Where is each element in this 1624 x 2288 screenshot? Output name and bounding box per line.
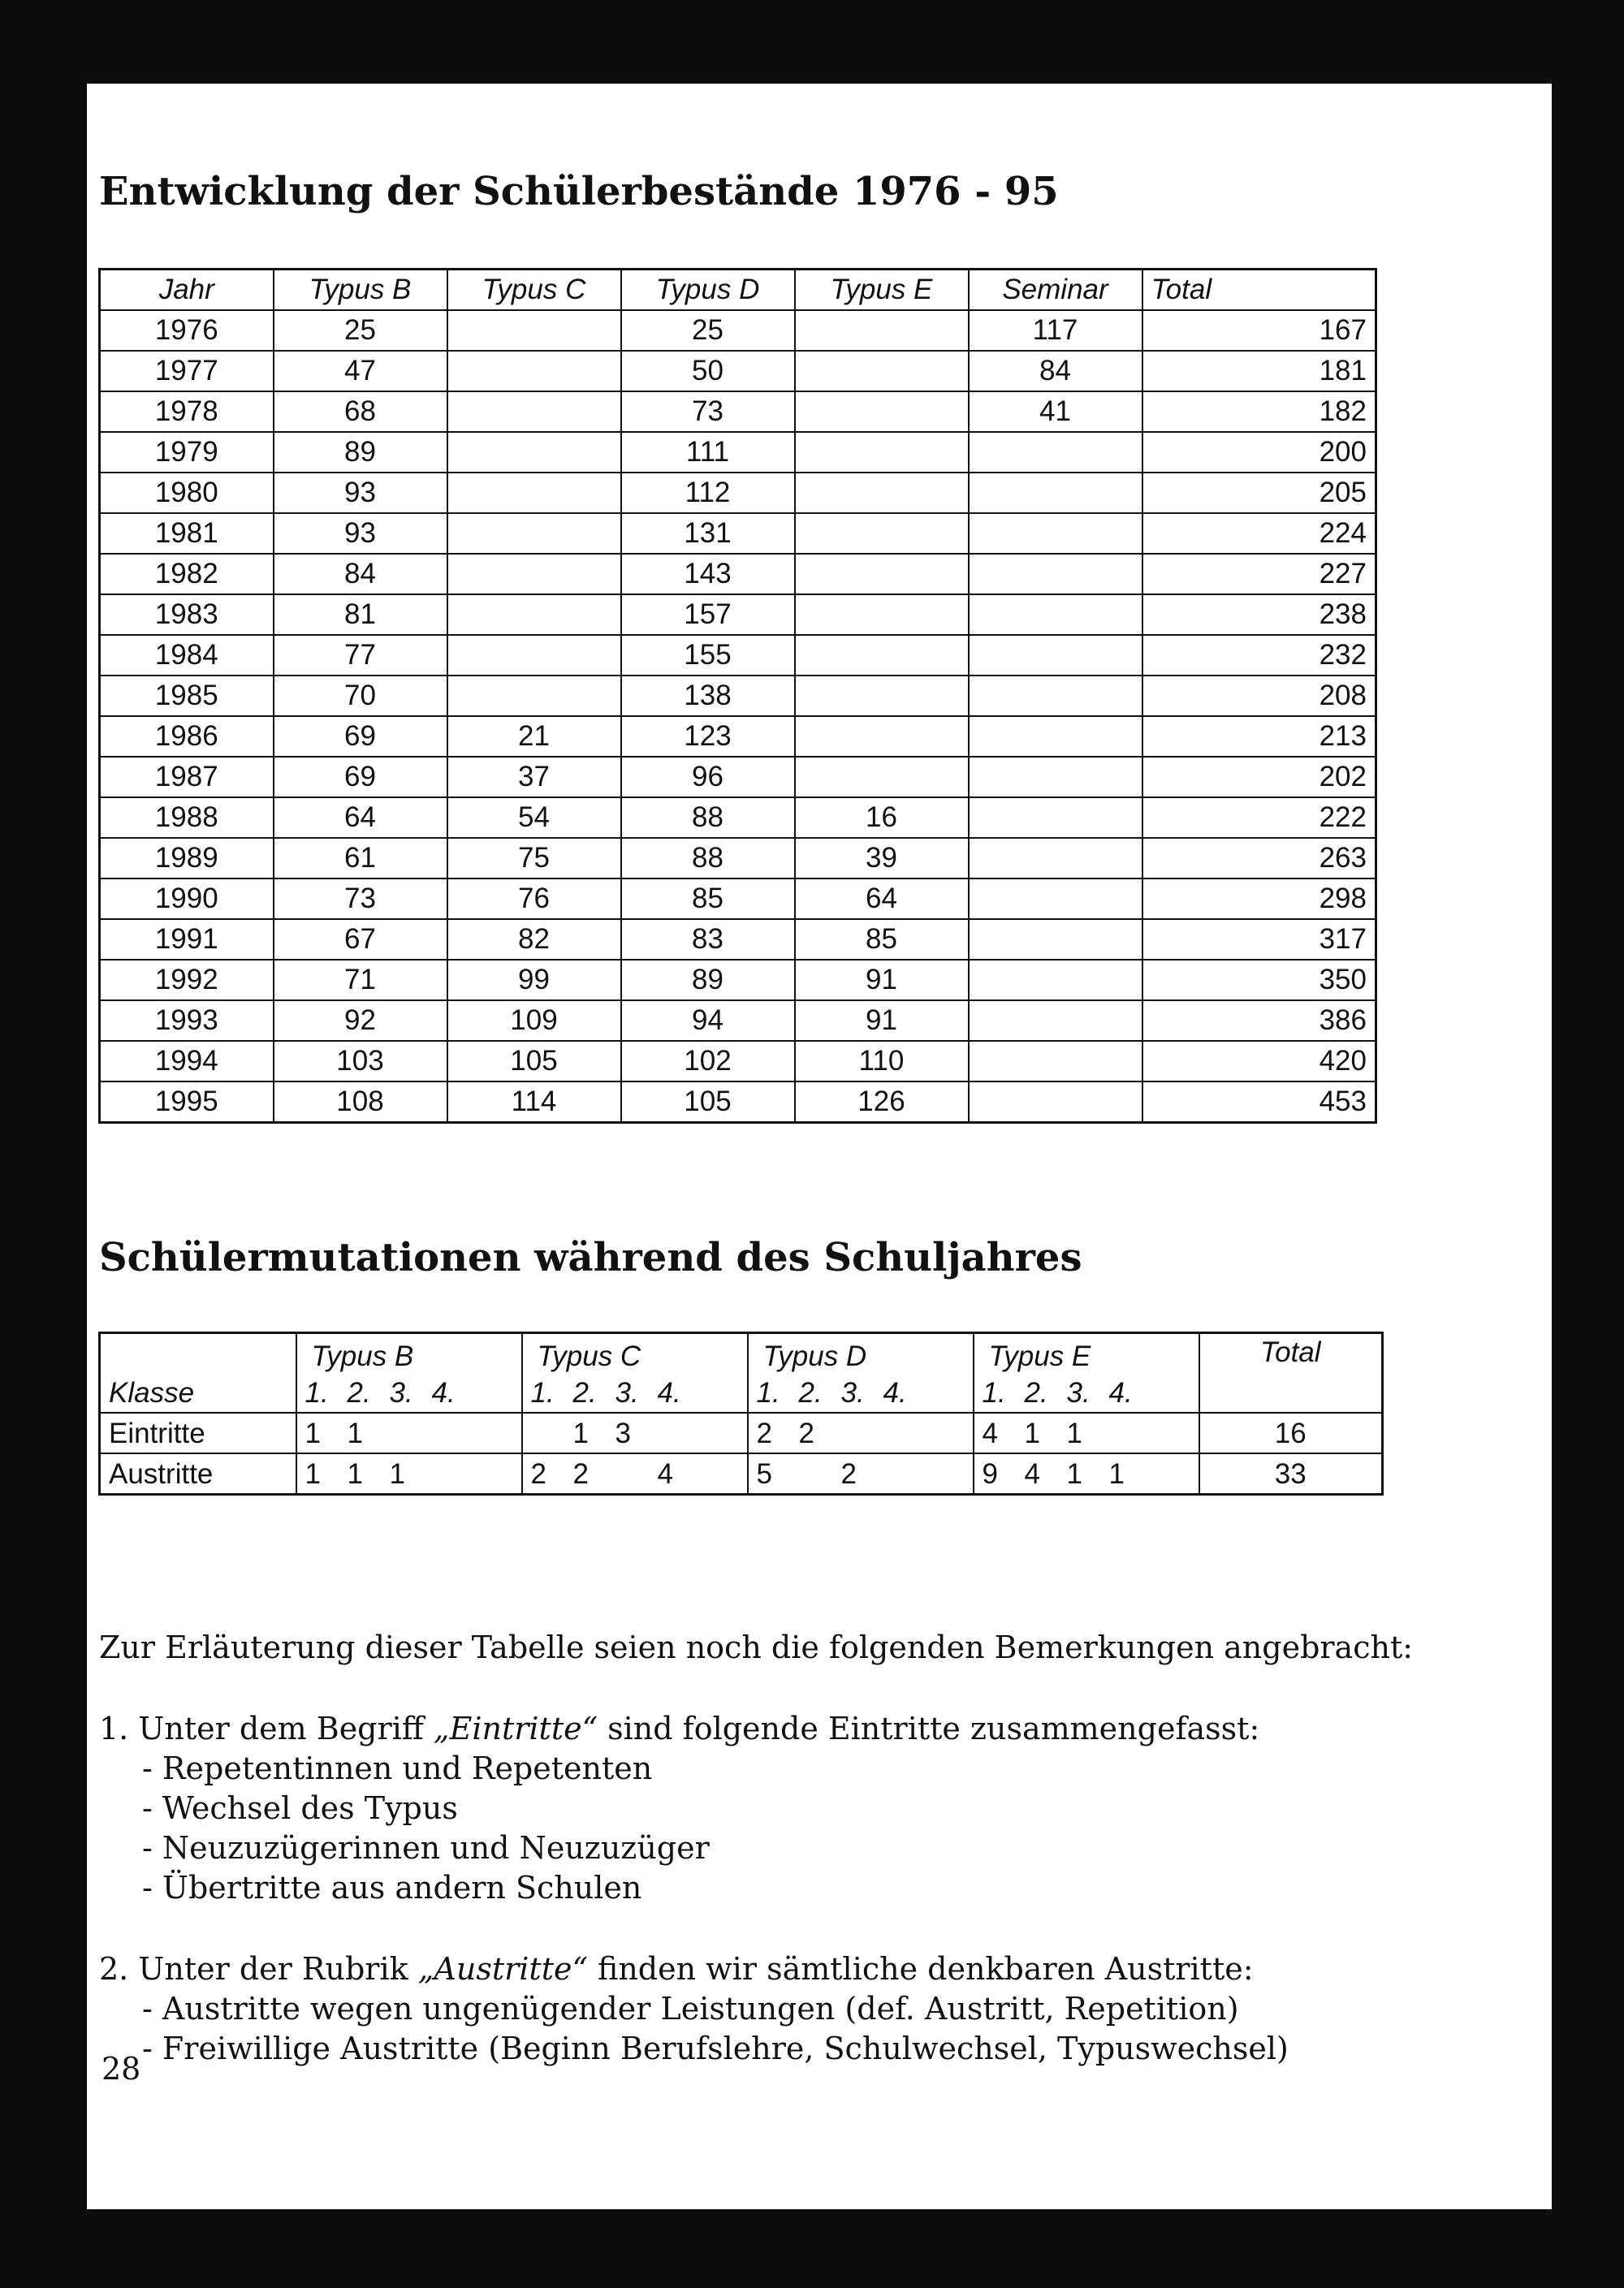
table-cell: 25 [621, 310, 795, 351]
table-cell: 61 [274, 838, 447, 879]
class-level-label: 2. [572, 1377, 597, 1409]
group-header [748, 1333, 974, 1414]
list-item: - Wechsel des Typus [142, 1790, 458, 1826]
table-cell: 111 [621, 432, 795, 473]
column-header: Total [1142, 270, 1376, 311]
table-cell: 1993 [100, 1000, 274, 1041]
table-cell [795, 594, 969, 635]
table-cell: 99 [447, 960, 621, 1000]
table-cell [447, 310, 621, 351]
group-cell [748, 1453, 974, 1495]
group-cell [522, 1413, 748, 1453]
note-item-1-bullets [99, 1749, 1522, 1908]
table-cell: 85 [621, 879, 795, 919]
table-cell: 67 [274, 919, 447, 960]
table-cell [969, 1041, 1142, 1081]
table-cell: 47 [274, 351, 447, 391]
table-cell: 85 [795, 919, 969, 960]
group-cell [974, 1453, 1199, 1495]
table-cell: 64 [274, 797, 447, 838]
table-cell [795, 676, 969, 716]
list-item: - Übertritte aus andern Schulen [142, 1870, 642, 1906]
table-cell: 3 [615, 1418, 631, 1449]
table-cell: 2 [756, 1418, 772, 1449]
class-level-label: 2. [798, 1377, 823, 1409]
table-cell [447, 391, 621, 432]
table-cell: 88 [621, 838, 795, 879]
total-cell: 33 [1199, 1453, 1383, 1495]
table-cell [795, 473, 969, 513]
class-level-label: 4. [883, 1377, 907, 1409]
table-cell: 70 [274, 676, 447, 716]
table-cell [969, 797, 1142, 838]
table-row [100, 716, 1376, 757]
table-cell: 21 [447, 716, 621, 757]
table-cell [447, 594, 621, 635]
table-cell: 114 [447, 1081, 621, 1123]
table-cell: 222 [1142, 797, 1376, 838]
table-row [100, 1081, 1376, 1123]
table-cell: 4 [657, 1458, 673, 1490]
table-cell [969, 757, 1142, 797]
table-cell: 5 [756, 1458, 772, 1490]
table-cell: 1 [1066, 1418, 1082, 1449]
table-cell: 41 [969, 391, 1142, 432]
table-cell: 2 [530, 1458, 546, 1490]
table-cell [969, 1081, 1142, 1123]
table-cell [447, 351, 621, 391]
list-item: - Neuzuzügerinnen und Neuzuzüger [142, 1830, 710, 1866]
table-cell: 1 [389, 1458, 405, 1490]
table-cell: 64 [795, 879, 969, 919]
class-level-label: 4. [1108, 1377, 1133, 1409]
table-row [100, 554, 1376, 594]
class-level-label: 1. [530, 1377, 555, 1409]
table-cell: 89 [274, 432, 447, 473]
list-item: - Austritte wegen ungenügender Leistungen (def. Austritt, Repetition) [142, 1991, 1239, 2027]
note-item-2: 2. Unter der Rubrik „Austritte“ finden wir sämtliche denkbaren Austritte: [99, 1951, 1254, 1987]
table-cell: 68 [274, 391, 447, 432]
table-cell: 109 [447, 1000, 621, 1041]
table-cell: 182 [1142, 391, 1376, 432]
table-cell: 103 [274, 1041, 447, 1081]
table-cell: 4 [1024, 1458, 1040, 1490]
table-cell: 1986 [100, 716, 274, 757]
page-number: 28 [102, 2051, 141, 2087]
section1-title: Entwicklung der Schülerbestände 1976 - 95 [99, 169, 1059, 214]
row-label: Eintritte [100, 1413, 296, 1453]
table-cell: 39 [795, 838, 969, 879]
table-cell [658, 1415, 700, 1453]
column-header: Typus C [447, 270, 621, 311]
column-header: Typus E [795, 270, 969, 311]
table-cell: 123 [621, 716, 795, 757]
table-cell: 93 [274, 513, 447, 554]
table-row [100, 838, 1376, 879]
table-cell [969, 716, 1142, 757]
class-level-label: 2. [1024, 1377, 1048, 1409]
group-header [974, 1333, 1199, 1414]
table-cell: 76 [447, 879, 621, 919]
table-cell: 1 [304, 1458, 321, 1490]
table-cell: 1978 [100, 391, 274, 432]
section2-title: Schülermutationen während des Schuljahres [99, 1235, 1082, 1280]
table-cell: 91 [795, 1000, 969, 1041]
table-cell [795, 554, 969, 594]
table-cell: 105 [621, 1081, 795, 1123]
table-cell: 2 [840, 1458, 857, 1490]
table-cell [799, 1456, 841, 1493]
table-cell: 213 [1142, 716, 1376, 757]
row-label: Austritte [100, 1453, 296, 1495]
table-row [100, 797, 1376, 838]
table-cell: 386 [1142, 1000, 1376, 1041]
table-cell [432, 1415, 474, 1453]
table-cell: 1 [347, 1418, 363, 1449]
note-item-2-bullets [99, 1989, 1522, 2069]
column-header: Jahr [100, 270, 274, 311]
table-row [100, 1041, 1376, 1081]
table-cell [969, 879, 1142, 919]
table-cell: 16 [795, 797, 969, 838]
table-row [100, 432, 1376, 473]
table-cell: 81 [274, 594, 447, 635]
table-cell [447, 676, 621, 716]
table-cell: 1990 [100, 879, 274, 919]
notes-intro: Zur Erläuterung dieser Tabelle seien noch die folgenden Bemerkungen angebracht: [99, 1630, 1414, 1665]
group-cell [748, 1413, 974, 1453]
table-cell: 420 [1142, 1041, 1376, 1081]
table-row [100, 919, 1376, 960]
group-cell [296, 1453, 522, 1495]
table-cell [969, 635, 1142, 676]
table-header-row [100, 1333, 1383, 1414]
table-cell: 73 [621, 391, 795, 432]
table-row [100, 960, 1376, 1000]
group-cell [522, 1453, 748, 1495]
table-cell: 110 [795, 1041, 969, 1081]
table-cell: 1981 [100, 513, 274, 554]
table-cell [795, 432, 969, 473]
table-cell: 71 [274, 960, 447, 1000]
table-cell: 2 [798, 1418, 814, 1449]
table-cell: 138 [621, 676, 795, 716]
table-cell: 143 [621, 554, 795, 594]
table-cell [447, 432, 621, 473]
column-header: Seminar [969, 270, 1142, 311]
class-level-label: 4. [657, 1377, 681, 1409]
table-cell: 93 [274, 473, 447, 513]
table-cell [969, 432, 1142, 473]
table-cell: 1 [1108, 1458, 1125, 1490]
table-cell: 4 [982, 1418, 998, 1449]
table-cell: 238 [1142, 594, 1376, 635]
table-cell: 54 [447, 797, 621, 838]
table-cell: 232 [1142, 635, 1376, 676]
table-cell: 317 [1142, 919, 1376, 960]
class-level-label: 1. [304, 1377, 329, 1409]
table-cell: 1987 [100, 757, 274, 797]
table-row [100, 391, 1376, 432]
total-header: Total [1199, 1333, 1383, 1414]
table-cell [447, 635, 621, 676]
table-cell [1109, 1415, 1151, 1453]
table-cell: 157 [621, 594, 795, 635]
table-row [100, 757, 1376, 797]
table-header-row [100, 270, 1376, 311]
table-cell: 453 [1142, 1081, 1376, 1123]
table-row [100, 310, 1376, 351]
class-level-label: 1. [756, 1377, 780, 1409]
table-cell: 155 [621, 635, 795, 676]
table-cell: 89 [621, 960, 795, 1000]
table-cell [841, 1415, 883, 1453]
table-cell [969, 838, 1142, 879]
table-cell: 2 [572, 1458, 589, 1490]
table-cell: 73 [274, 879, 447, 919]
table-cell [795, 716, 969, 757]
group-label: Typus E [988, 1340, 1091, 1372]
table-cell: 37 [447, 757, 621, 797]
table-cell: 131 [621, 513, 795, 554]
table-cell [390, 1415, 432, 1453]
table-cell [969, 1000, 1142, 1041]
table-cell: 1977 [100, 351, 274, 391]
table-cell: 77 [274, 635, 447, 676]
table-cell [969, 960, 1142, 1000]
table-cell [969, 473, 1142, 513]
table-cell [969, 594, 1142, 635]
table-row [100, 1000, 1376, 1041]
table-cell [531, 1415, 573, 1453]
table-cell: 1 [347, 1458, 363, 1490]
table-cell: 117 [969, 310, 1142, 351]
table-cell: 105 [447, 1041, 621, 1081]
table-cell [447, 513, 621, 554]
column-header: Typus B [274, 270, 447, 311]
table-cell: 1984 [100, 635, 274, 676]
group-cell [296, 1413, 522, 1453]
table-cell: 224 [1142, 513, 1376, 554]
table-row [100, 635, 1376, 676]
table-cell [795, 391, 969, 432]
table-cell [969, 513, 1142, 554]
class-level-label: 3. [840, 1377, 865, 1409]
student-numbers-table [98, 268, 1377, 1124]
term-austritte: „Austritte“ [417, 1951, 588, 1987]
table-cell: 208 [1142, 676, 1376, 716]
table-cell: 108 [274, 1081, 447, 1123]
table-cell: 205 [1142, 473, 1376, 513]
table-row [100, 879, 1376, 919]
class-level-label: 3. [615, 1377, 639, 1409]
group-label: Typus D [762, 1340, 867, 1372]
table-cell: 50 [621, 351, 795, 391]
table-cell: 88 [621, 797, 795, 838]
table-cell: 69 [274, 716, 447, 757]
table-cell: 1 [572, 1418, 589, 1449]
table-cell: 350 [1142, 960, 1376, 1000]
term-eintritte: „Eintritte“ [433, 1711, 598, 1746]
table-cell [795, 513, 969, 554]
table-cell: 1 [304, 1418, 321, 1449]
klasse-header: Klasse [100, 1333, 296, 1414]
table-cell: 75 [447, 838, 621, 879]
table-row [100, 513, 1376, 554]
table-cell: 84 [969, 351, 1142, 391]
table-cell [615, 1456, 658, 1493]
table-cell: 1 [1066, 1458, 1082, 1490]
class-level-label: 2. [347, 1377, 371, 1409]
table-row [100, 473, 1376, 513]
table-cell: 1979 [100, 432, 274, 473]
table-cell: 91 [795, 960, 969, 1000]
table-cell: 83 [621, 919, 795, 960]
group-label: Typus C [537, 1340, 641, 1372]
table-cell: 1982 [100, 554, 274, 594]
table-cell: 298 [1142, 879, 1376, 919]
list-item: - Freiwillige Austritte (Beginn Berufslehre, Schulwechsel, Typuswechsel) [142, 2031, 1289, 2066]
table-cell: 227 [1142, 554, 1376, 594]
class-level-label: 3. [1066, 1377, 1091, 1409]
table-cell: 96 [621, 757, 795, 797]
table-cell: 92 [274, 1000, 447, 1041]
table-cell [969, 919, 1142, 960]
total-cell: 16 [1199, 1413, 1383, 1453]
class-level-label: 3. [389, 1377, 413, 1409]
table-cell: 167 [1142, 310, 1376, 351]
table-cell: 102 [621, 1041, 795, 1081]
table-cell [447, 473, 621, 513]
table-row [100, 594, 1376, 635]
group-cell [974, 1413, 1199, 1453]
table-cell: 1 [1024, 1418, 1040, 1449]
class-level-label: 1. [982, 1377, 1006, 1409]
table-cell: 84 [274, 554, 447, 594]
table-cell: 263 [1142, 838, 1376, 879]
table-cell: 200 [1142, 432, 1376, 473]
table-cell: 1980 [100, 473, 274, 513]
table-cell: 112 [621, 473, 795, 513]
table-cell: 1985 [100, 676, 274, 716]
table-cell [969, 554, 1142, 594]
table-cell [883, 1415, 926, 1453]
table-cell: 1991 [100, 919, 274, 960]
group-header [522, 1333, 748, 1414]
table-cell: 202 [1142, 757, 1376, 797]
table-cell: 1983 [100, 594, 274, 635]
table-cell: 94 [621, 1000, 795, 1041]
group-label: Typus B [311, 1340, 414, 1372]
table-cell: 1989 [100, 838, 274, 879]
class-level-label: 4. [431, 1377, 456, 1409]
note-item-1: 1. Unter dem Begriff „Eintritte“ sind folgende Eintritte zusammengefasst: [99, 1711, 1260, 1746]
list-item: - Repetentinnen und Repetenten [142, 1751, 653, 1786]
table-cell: 69 [274, 757, 447, 797]
table-cell: 1994 [100, 1041, 274, 1081]
table-row [100, 1413, 1383, 1453]
table-row [100, 1453, 1383, 1495]
table-cell [447, 554, 621, 594]
table-cell: 9 [982, 1458, 998, 1490]
table-cell: 1995 [100, 1081, 274, 1123]
group-header [296, 1333, 522, 1414]
table-row [100, 351, 1376, 391]
table-cell: 25 [274, 310, 447, 351]
table-cell [795, 351, 969, 391]
table-cell: 181 [1142, 351, 1376, 391]
table-cell: 126 [795, 1081, 969, 1123]
table-cell [795, 757, 969, 797]
table-cell: 1976 [100, 310, 274, 351]
table-cell [432, 1456, 474, 1493]
table-cell: 1988 [100, 797, 274, 838]
table-cell [795, 635, 969, 676]
column-header: Typus D [621, 270, 795, 311]
table-cell [795, 310, 969, 351]
table-cell: 82 [447, 919, 621, 960]
table-cell [883, 1456, 926, 1493]
table-cell: 1992 [100, 960, 274, 1000]
student-mutations-table [98, 1332, 1384, 1496]
table-row [100, 676, 1376, 716]
table-cell [969, 676, 1142, 716]
